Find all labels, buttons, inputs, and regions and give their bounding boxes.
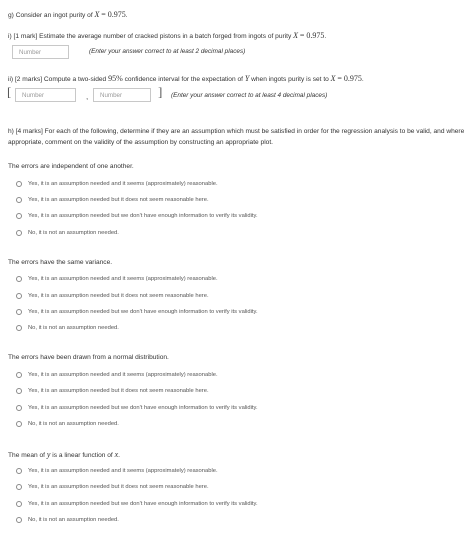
x-symbol: X [293, 31, 299, 40]
q3-option-3[interactable] [16, 403, 258, 413]
option-label: Yes, it is an assumption needed and it seems (approximately) reasonable. [28, 181, 218, 187]
part-h-statement: h) [4 marks] For each of the following, determine if they are an assumption which must be satisfied in order for the regression analysis to be valid, and where appropriate, comment on the validity of the assumption by constructing an appropriate plot. [8, 128, 465, 146]
part-ii-hint: (Enter your answer correct to at least 4 decimal places) [171, 92, 328, 99]
q2-option-4[interactable] [16, 323, 119, 333]
q4-option-1[interactable] [16, 466, 218, 476]
close-bracket: ] [158, 84, 163, 99]
radio-button[interactable] [16, 468, 22, 474]
q2-option-1[interactable] [16, 274, 218, 284]
x-symbol: X [330, 74, 336, 83]
period: . [324, 33, 327, 40]
x-symbol: X [94, 10, 100, 19]
radio-button[interactable] [16, 293, 22, 299]
option-label: Yes, it is an assumption needed but we don't have enough information to verify its validity. [28, 213, 258, 219]
question-3-title: The errors have been drawn from a normal distribution. [8, 354, 169, 361]
option-label: Yes, it is an assumption needed but we don't have enough information to verify its validity. [28, 501, 258, 507]
option-label: Yes, it is an assumption needed but it does not seem reasonable here. [28, 293, 209, 299]
option-label: Yes, it is an assumption needed but we don't have enough information to verify its validity. [28, 309, 258, 315]
radio-button[interactable] [16, 501, 22, 507]
option-label: Yes, it is an assumption needed and it seems (approximately) reasonable. [28, 372, 218, 378]
period: . [361, 76, 364, 83]
question-4-title [8, 450, 120, 459]
radio-button[interactable] [16, 517, 22, 523]
ci-lower-input[interactable] [15, 88, 76, 102]
q1-option-3[interactable] [16, 211, 258, 221]
confidence-level: 95% [108, 74, 123, 83]
part-ii-text-c: when ingots purity is set to [251, 76, 329, 83]
radio-button[interactable] [16, 372, 22, 378]
option-label: No, it is not an assumption needed. [28, 517, 119, 523]
q4-option-2[interactable] [16, 482, 209, 492]
q3-option-1[interactable] [16, 370, 218, 380]
period: . [125, 12, 128, 19]
option-label: Yes, it is an assumption needed but we don't have enough information to verify its validity. [28, 405, 258, 411]
option-label: Yes, it is an assumption needed and it seems (approximately) reasonable. [28, 276, 218, 282]
q4-option-4[interactable] [16, 515, 119, 525]
option-label: Yes, it is an assumption needed but it does not seem reasonable here. [28, 197, 209, 203]
q1-option-1[interactable] [16, 179, 218, 189]
part-i-hint: (Enter your answer correct to at least 2 decimal places) [89, 48, 246, 55]
radio-button[interactable] [16, 230, 22, 236]
question-2-title: The errors have the same variance. [8, 259, 113, 266]
purity-value: = 0.975 [101, 10, 126, 19]
interval-comma: , [86, 92, 89, 101]
average-cracked-input[interactable] [12, 45, 69, 59]
purity-value: = 0.975 [299, 31, 325, 40]
part-i-text: i) [1 mark] Estimate the average number of cracked pistons in a batch forged from ingots of purity [8, 33, 292, 40]
period: . [118, 452, 121, 459]
ci-upper-input[interactable] [93, 88, 151, 102]
y-symbol: Y [244, 74, 250, 83]
part-ii-text-b: confidence interval for the expectation of [124, 76, 243, 83]
option-label: No, it is not an assumption needed. [28, 325, 119, 331]
q2-option-3[interactable] [16, 307, 258, 317]
radio-button[interactable] [16, 309, 22, 315]
part-ii-text-a: ii) [2 marks] Compute a two-sided [8, 76, 107, 83]
radio-button[interactable] [16, 276, 22, 282]
x-symbol: x [114, 450, 119, 459]
option-label: Yes, it is an assumption needed but it does not seem reasonable here. [28, 484, 209, 490]
q1-option-4[interactable] [16, 228, 119, 238]
part-ii-statement [8, 74, 364, 83]
option-label: Yes, it is an assumption needed and it seems (approximately) reasonable. [28, 468, 218, 474]
q3-option-2[interactable] [16, 386, 209, 396]
y-symbol: y [46, 450, 51, 459]
radio-button[interactable] [16, 213, 22, 219]
q1-option-2[interactable] [16, 195, 209, 205]
question-1-title: The errors are independent of one another. [8, 163, 134, 170]
radio-button[interactable] [16, 181, 22, 187]
q2-option-2[interactable] [16, 291, 209, 301]
option-label: Yes, it is an assumption needed but it does not seem reasonable here. [28, 388, 209, 394]
part-i-statement [8, 31, 326, 40]
option-label: No, it is not an assumption needed. [28, 230, 119, 236]
part-g-statement [8, 10, 128, 19]
radio-button[interactable] [16, 421, 22, 427]
part-g-text: g) Consider an ingot purity of [8, 12, 93, 19]
option-label: No, it is not an assumption needed. [28, 421, 119, 427]
radio-button[interactable] [16, 405, 22, 411]
q3-option-4[interactable] [16, 419, 119, 429]
open-bracket: [ [7, 84, 12, 99]
q4-text-b: is a linear function of [52, 452, 113, 459]
q4-text-a: The mean of [8, 452, 46, 459]
radio-button[interactable] [16, 197, 22, 203]
purity-value: = 0.975 [337, 74, 362, 83]
radio-button[interactable] [16, 325, 22, 331]
q4-option-3[interactable] [16, 499, 258, 509]
radio-button[interactable] [16, 484, 22, 490]
radio-button[interactable] [16, 388, 22, 394]
